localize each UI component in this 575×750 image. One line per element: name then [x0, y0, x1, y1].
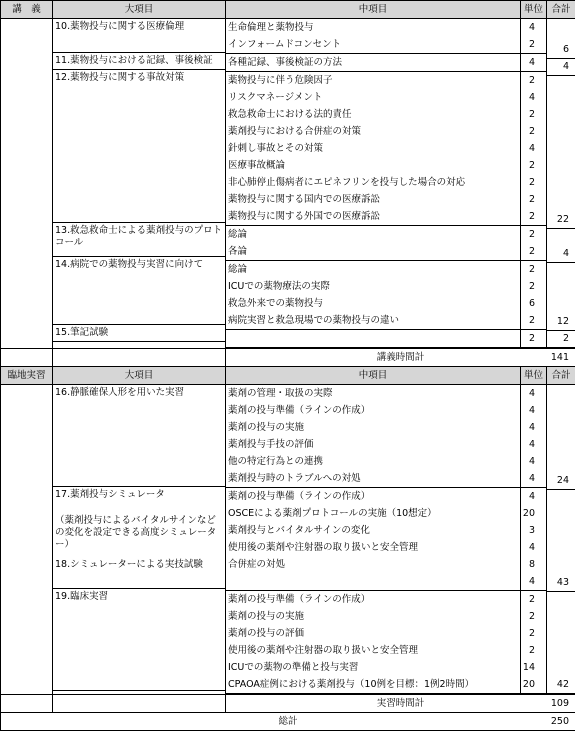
subitem-label: 薬剤の管理・取扱の実際 — [228, 388, 333, 399]
header-total: 合計 — [547, 1, 575, 19]
subitem-label: 救急救命士における法的責任 — [228, 109, 352, 120]
subitem-label: 薬剤の投与の評価 — [228, 628, 305, 639]
category-item — [53, 487, 225, 589]
subitem-label: 薬物投与に関する外国での医療訴訟 — [228, 211, 381, 222]
subitem-label: OSCEによる薬剤プロトコールの実施（10想定） — [228, 508, 437, 519]
subitem-label: 針刺し事故とその対策 — [228, 143, 324, 154]
unit-value: 2 — [528, 160, 535, 171]
subitem-label: 救急外来での薬物投与 — [228, 298, 324, 309]
subitem-label — [226, 330, 520, 347]
unit-value: 4 — [528, 542, 535, 553]
unit-value: 2 — [528, 246, 535, 257]
unit-value: 2 — [528, 211, 535, 222]
category-label: 11.薬物投与における記録、事後検証 — [55, 55, 213, 66]
subtotal-blank — [53, 349, 226, 367]
unit-value: 4 — [528, 439, 535, 450]
category-item — [53, 53, 225, 70]
subtotal-value: 109 — [550, 698, 569, 709]
subtotal-label: 実習時間計 — [376, 698, 425, 709]
row-total: 2 — [562, 333, 569, 344]
subitem-label: 薬剤の投与準備（ラインの作成） — [228, 594, 371, 605]
header-category: 大項目 — [53, 1, 226, 19]
subtotal-value: 141 — [550, 352, 569, 363]
subitem-label: 総論 — [228, 229, 248, 240]
category-note: （薬剤投与によるバイタルサインなどの変化を設定できる高度シミュレーター） — [55, 515, 217, 550]
section-body — [1, 385, 575, 695]
subtotal-blank — [53, 695, 226, 713]
subitem-label: 使用後の薬剤や注射器の取り扱いと安全管理 — [228, 645, 419, 656]
subitem-label: CPAOA症例における薬剤投与（10例を目標：1例2時間） — [228, 679, 475, 690]
unit-value: 4 — [528, 143, 535, 154]
section-blank — [1, 19, 53, 349]
category-item — [53, 385, 225, 487]
subitem-label: 各論 — [228, 246, 248, 257]
unit-value: 14 — [522, 662, 535, 673]
category-item — [53, 70, 225, 223]
subitem-label: ICUでの薬物の準備と投与実習 — [228, 662, 359, 673]
header-row — [1, 1, 575, 19]
subitem-label: 医療事故概論 — [228, 160, 286, 171]
unit-value: 2 — [528, 177, 535, 188]
subitem-label: 薬剤投与とバイタルサインの変化 — [228, 525, 370, 536]
unit-value: 4 — [528, 92, 535, 103]
unit-value: 4 — [528, 576, 535, 587]
section-blank — [1, 385, 53, 695]
subtotal-row — [1, 695, 575, 713]
subitem-label: ICUでの薬物療法の実際 — [228, 281, 330, 292]
header-category: 大項目 — [53, 367, 226, 385]
row-total: 4 — [562, 248, 569, 259]
row-total: 12 — [556, 316, 569, 327]
subitem-label: 薬剤の投与の実施 — [228, 422, 305, 433]
subtotal-label: 講義時間計 — [376, 352, 425, 363]
unit-value: 20 — [522, 508, 535, 519]
grand-total-label: 総計 — [278, 716, 298, 727]
subitem-label: 薬剤投与手技の評価 — [228, 439, 314, 450]
unit-value: 4 — [528, 473, 535, 484]
category-item — [53, 589, 225, 691]
header-unit: 単位 — [521, 367, 547, 385]
row-total: 22 — [556, 214, 569, 225]
subitem-label: 生命倫理と薬物投与 — [228, 22, 314, 33]
subitem-label: 薬物投与に関する国内での医療訴訟 — [228, 194, 381, 205]
subitem-label: 使用後の薬剤や注射器の取り扱いと安全管理 — [228, 542, 419, 553]
unit-value: 6 — [528, 298, 535, 309]
category-item — [53, 325, 225, 342]
unit-value: 4 — [528, 405, 535, 416]
category-item — [53, 223, 225, 257]
subitem-label: 薬剤投与における合併症の対策 — [228, 126, 362, 137]
subitem-label: 合併症の対処 — [228, 559, 286, 570]
row-total: 4 — [562, 61, 569, 72]
category-label: 13.救急救命士による薬剤投与のプロトコール — [55, 225, 223, 248]
section-name: 講 義 — [1, 1, 53, 19]
category-label: 12.薬物投与に関する事故対策 — [55, 72, 185, 83]
unit-value: 2 — [528, 229, 535, 240]
header-subitem: 中項目 — [226, 1, 521, 19]
category-label: 10.薬物投与に関する医療倫理 — [55, 21, 185, 32]
subitem-label: 薬剤の投与準備（ラインの作成） — [228, 405, 371, 416]
category-item — [53, 19, 225, 53]
unit-value: 2 — [528, 628, 535, 639]
category-label: 15.筆記試験 — [55, 327, 109, 338]
header-row — [1, 367, 575, 385]
row-total: 6 — [562, 44, 569, 55]
grand-total-value: 250 — [550, 716, 569, 727]
category-label: 19.臨床実習 — [55, 591, 109, 602]
unit-value: 8 — [528, 559, 535, 570]
row-total: 42 — [556, 679, 569, 690]
unit-value: 4 — [528, 491, 535, 502]
unit-value: 3 — [528, 525, 535, 536]
header-subitem: 中項目 — [226, 367, 521, 385]
unit-value: 2 — [528, 109, 535, 120]
header-total: 合計 — [547, 367, 575, 385]
unit-value: 2 — [528, 194, 535, 205]
unit-value: 2 — [528, 75, 535, 86]
unit-value: 2 — [528, 126, 535, 137]
unit-value: 2 — [528, 264, 535, 275]
subitem-label: 薬剤投与時のトラブルへの対処 — [228, 473, 361, 484]
subitem-label: 病院実習と救急現場での薬物投与の違い — [228, 315, 400, 326]
category-label: 17.薬剤投与シミュレータ — [55, 489, 165, 500]
subitem-label: インフォームドコンセント — [228, 39, 342, 50]
category-item — [53, 257, 225, 325]
unit-value: 4 — [528, 57, 535, 68]
section-name: 臨地実習 — [1, 367, 53, 385]
subitem-label: 薬剤の投与準備（ラインの作成） — [228, 491, 371, 502]
subitem-label: リスクマネージメント — [228, 92, 323, 103]
subitem-label: 総論 — [228, 264, 248, 275]
unit-value: 4 — [528, 422, 535, 433]
subitem-label: 非心肺停止傷病者にエピネフリンを投与した場合の対応 — [228, 177, 466, 188]
subtotal-row — [1, 349, 575, 367]
grand-total-row — [1, 713, 575, 731]
header-unit: 単位 — [521, 1, 547, 19]
subitem-label: 薬物投与に伴う危険因子 — [228, 75, 333, 86]
row-total: 43 — [556, 577, 569, 588]
unit-value: 2 — [528, 333, 535, 344]
unit-value: 20 — [522, 679, 535, 690]
unit-value: 2 — [528, 281, 535, 292]
unit-value: 2 — [528, 645, 535, 656]
section-blank-end — [1, 695, 53, 713]
category-label: 14.病院での薬物投与実習に向けて — [55, 259, 204, 270]
section-body — [1, 19, 575, 349]
unit-value: 4 — [528, 456, 535, 467]
unit-value: 4 — [528, 388, 535, 399]
unit-value: 2 — [528, 315, 535, 326]
category-label-secondary: 18.シミュレーターによる実技試験 — [55, 559, 203, 570]
unit-value: 2 — [528, 39, 535, 50]
subitem-label — [226, 573, 520, 590]
category-label: 16.静脈確保人形を用いた実習 — [55, 387, 185, 398]
subitem-label: 各種記録、事後検証の方法 — [228, 57, 343, 68]
subitem-label: 薬剤の投与の実施 — [228, 611, 305, 622]
unit-value: 4 — [528, 22, 535, 33]
unit-value: 2 — [528, 594, 535, 605]
unit-value: 2 — [528, 611, 535, 622]
row-total: 24 — [556, 475, 569, 486]
subitem-label: 他の特定行為との連携 — [228, 456, 324, 467]
section-blank-end — [1, 349, 53, 367]
